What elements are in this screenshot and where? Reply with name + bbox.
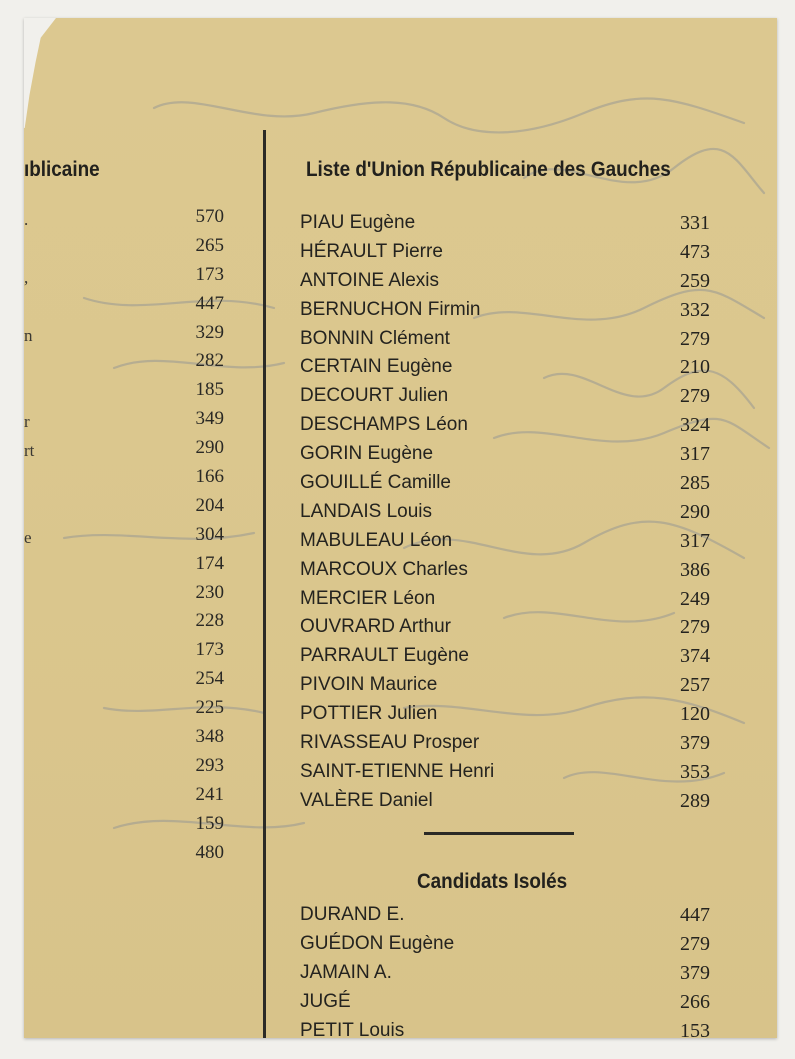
left-row (24, 466, 224, 495)
vote-count: 293 (195, 754, 224, 776)
candidate-row (300, 414, 710, 443)
vote-count: 265 (195, 234, 224, 256)
candidate-row (300, 385, 710, 414)
left-row (24, 437, 224, 466)
candidate-name: PARRAULT Eugène (300, 645, 469, 667)
candidate-row (300, 674, 710, 703)
vote-count: 279 (680, 616, 710, 639)
candidate-row (300, 790, 710, 819)
vote-count: 241 (195, 783, 224, 805)
candidate-name: PETIT Louis (300, 1019, 405, 1038)
vote-count: 166 (195, 466, 224, 488)
truncated-name-fragment: r (24, 412, 30, 432)
vote-count: 324 (680, 414, 710, 437)
vote-count: 257 (680, 674, 710, 697)
left-row (24, 408, 224, 437)
vote-count: 279 (680, 385, 710, 408)
left-row (24, 524, 224, 553)
vote-count: 153 (680, 1019, 710, 1038)
left-row (24, 668, 224, 697)
candidate-row (300, 241, 710, 270)
left-row (24, 697, 224, 726)
vote-count: 349 (195, 408, 224, 430)
candidate-name: PIVOIN Maurice (300, 674, 438, 696)
vote-count: 225 (195, 697, 224, 719)
candidate-name: MARCOUX Charles (300, 558, 468, 580)
isolated-title: Candidats Isolés (417, 870, 568, 893)
candidate-row (300, 588, 710, 617)
vote-count: 174 (195, 552, 224, 574)
isolated-row (300, 904, 710, 933)
isolated-row (300, 1020, 710, 1038)
vote-count: 386 (680, 558, 710, 581)
vote-count: 228 (195, 610, 224, 632)
vote-count: 266 (680, 990, 710, 1013)
candidate-name: JUGÉ (300, 990, 351, 1012)
left-row (24, 495, 224, 524)
vote-count: 317 (680, 443, 710, 466)
column-divider (263, 130, 266, 1038)
left-row (24, 293, 224, 322)
candidate-name: DECOURT Julien (300, 385, 449, 407)
left-row (24, 264, 224, 293)
torn-corner (24, 18, 56, 128)
left-row (24, 784, 224, 813)
candidate-name: GOUILLÉ Camille (300, 472, 451, 494)
vote-count: 282 (195, 350, 224, 372)
truncated-name-fragment: e (24, 527, 32, 547)
candidate-row (300, 530, 710, 559)
candidate-row (300, 270, 710, 299)
candidate-name: BONNIN Clément (300, 327, 450, 349)
candidate-name: POTTIER Julien (300, 703, 438, 725)
isolated-row (300, 962, 710, 991)
vote-count: 290 (680, 500, 710, 523)
left-row (24, 842, 224, 871)
candidate-row (300, 328, 710, 357)
candidate-name: DESCHAMPS Léon (300, 414, 468, 436)
vote-count: 173 (195, 639, 224, 661)
isolated-row (300, 991, 710, 1020)
candidate-name: GORIN Eugène (300, 443, 434, 465)
vote-count: 289 (680, 789, 710, 812)
candidate-row (300, 732, 710, 761)
vote-count: 279 (680, 327, 710, 350)
vote-count: 290 (195, 437, 224, 459)
left-row (24, 582, 224, 611)
left-vote-column (24, 206, 224, 870)
isolated-candidate-list (300, 904, 710, 1038)
left-row (24, 206, 224, 235)
vote-count: 185 (195, 379, 224, 401)
section-separator (424, 832, 574, 835)
vote-count: 210 (680, 356, 710, 379)
truncated-name-fragment: , (24, 267, 29, 287)
candidate-name: BERNUCHON Firmin (300, 298, 481, 320)
vote-count: 353 (680, 760, 710, 783)
vote-count: 285 (680, 472, 710, 495)
vote-count: 230 (195, 581, 224, 603)
vote-count: 173 (195, 263, 224, 285)
vote-count: 374 (680, 645, 710, 668)
candidate-row (300, 501, 710, 530)
candidate-row (300, 703, 710, 732)
vote-count: 304 (195, 523, 224, 545)
candidate-row (300, 299, 710, 328)
vote-count: 317 (680, 529, 710, 552)
candidate-row (300, 761, 710, 790)
vote-count: 120 (680, 703, 710, 726)
candidate-name: CERTAIN Eugène (300, 356, 453, 378)
vote-count: 279 (680, 932, 710, 955)
vote-count: 480 (195, 841, 224, 863)
candidate-name: PIAU Eugène (300, 212, 416, 233)
left-row (24, 639, 224, 668)
candidate-name: ANTOINE Alexis (300, 269, 440, 291)
vote-count: 249 (680, 587, 710, 610)
vote-count: 254 (195, 668, 224, 690)
candidate-name: VALÈRE Daniel (300, 789, 433, 811)
left-row (24, 813, 224, 842)
candidate-row (300, 616, 710, 645)
candidate-name: GUÉDON Eugène (300, 932, 455, 954)
candidate-name: JAMAIN A. (300, 961, 392, 983)
left-row (24, 553, 224, 582)
truncated-name-fragment: . (24, 210, 29, 229)
candidate-name: DURAND E. (300, 904, 405, 925)
left-row (24, 755, 224, 784)
vote-count: 473 (680, 240, 710, 263)
candidate-row (300, 645, 710, 674)
candidate-name: SAINT-ETIENNE Henri (300, 760, 495, 782)
candidate-row (300, 356, 710, 385)
vote-count: 332 (680, 298, 710, 321)
left-row (24, 322, 224, 351)
candidate-name: HÉRAULT Pierre (300, 240, 443, 262)
main-candidate-list (300, 212, 710, 819)
vote-count: 204 (195, 494, 224, 516)
vote-count: 447 (195, 292, 224, 314)
left-row (24, 350, 224, 379)
vote-count: 348 (195, 726, 224, 748)
vote-count: 159 (195, 812, 224, 834)
candidate-row (300, 212, 710, 241)
left-row (24, 726, 224, 755)
left-row (24, 379, 224, 408)
isolated-row (300, 933, 710, 962)
vote-count: 379 (680, 732, 710, 755)
left-row (24, 235, 224, 264)
candidate-row (300, 559, 710, 588)
main-list-title: Liste d'Union Républicaine des Gauches (306, 158, 671, 181)
candidate-name: LANDAIS Louis (300, 500, 433, 522)
left-row (24, 610, 224, 639)
candidate-name: MABULEAU Léon (300, 529, 453, 551)
candidate-name: OUVRARD Arthur (300, 616, 451, 638)
vote-count: 447 (680, 904, 710, 926)
candidate-row (300, 443, 710, 472)
vote-count: 379 (680, 961, 710, 984)
truncated-name-fragment: n (24, 325, 33, 345)
truncated-name-fragment: rt (24, 441, 35, 461)
vote-count: 259 (680, 269, 710, 292)
vote-count: 329 (195, 321, 224, 343)
left-list-title: ıblicaine (24, 158, 100, 181)
vote-count: 331 (680, 212, 710, 234)
candidate-row (300, 472, 710, 501)
candidate-name: RIVASSEAU Prosper (300, 732, 480, 754)
candidate-name: MERCIER Léon (300, 587, 436, 609)
vote-count: 570 (195, 206, 224, 227)
document-sheet (24, 18, 777, 1038)
